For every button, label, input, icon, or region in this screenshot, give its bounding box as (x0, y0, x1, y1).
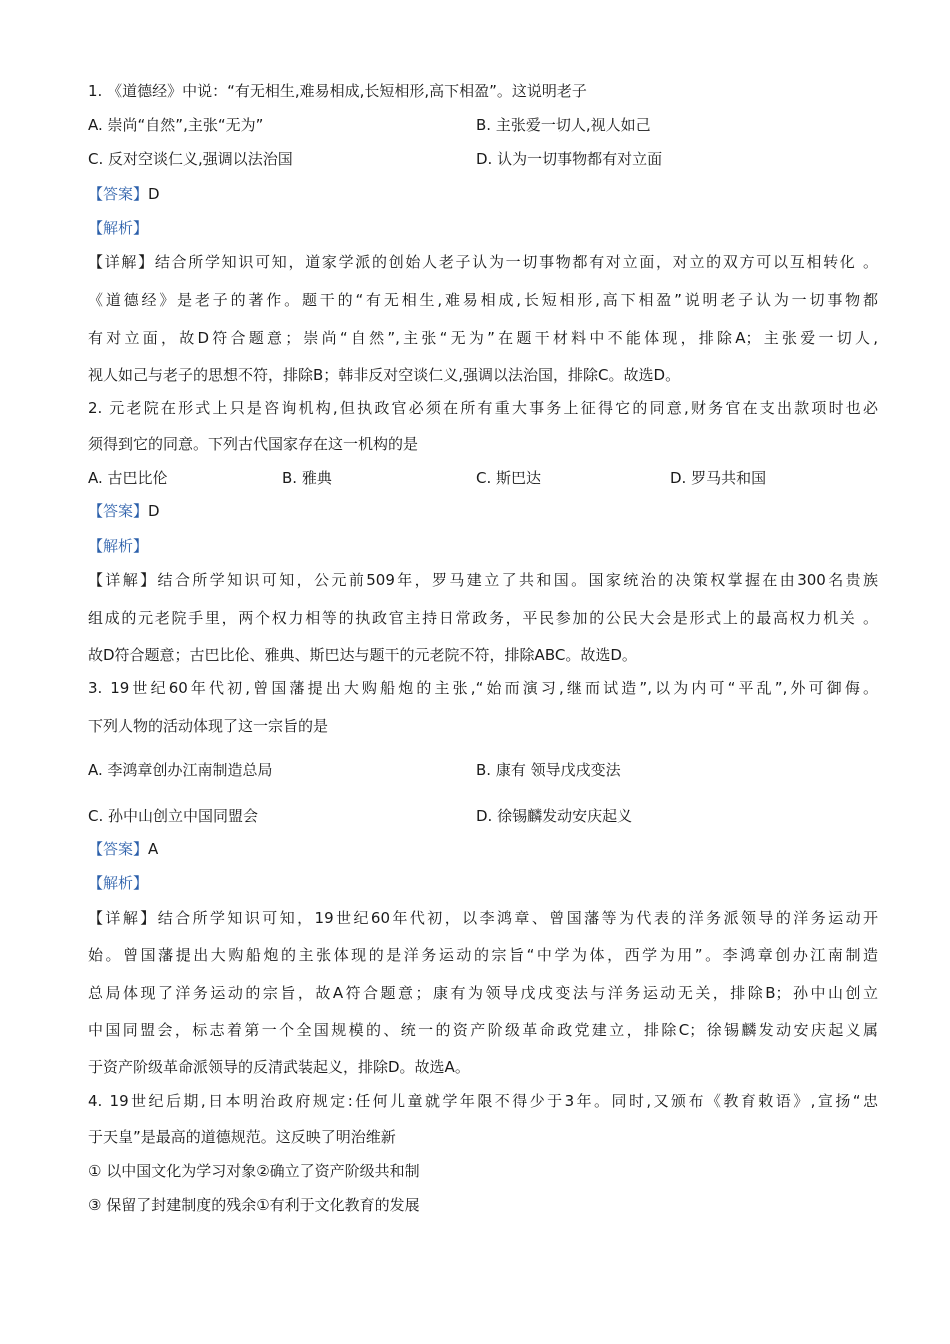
answer-tag: 【答案】 (88, 840, 149, 858)
q1-detail-line: 【详解】结合所学知识可知，道家学派的创始人老子认为一切事物都有对立面，对立的双方可以互相转化 。 (88, 253, 878, 271)
q3-detail-line: 始。曾国藩提出大购船炮的主张体现的是洋务运动的宗旨“中学为体，西学为用”。李鸿章创办江南制造 (88, 946, 878, 964)
q1-detail-line: 有对立面，故D符合题意；崇尚“自然”,主张“无为”在题干材料中不能体现，排除A；主张爱一切人, (88, 329, 878, 347)
q2-option-a: A. 古巴比伦 (88, 469, 168, 487)
q2-option-c: C. 斯巴达 (476, 469, 542, 487)
q1-detail-line: 《道德经》是老子的著作。题干的“有无相生,难易相成,长短相形,高下相盈”说明老子认为一切事物都 (88, 291, 878, 309)
q2-detail-line: 【详解】结合所学知识可知，公元前509年，罗马建立了共和国。国家统治的决策权掌握在由300名贵族 (88, 571, 878, 589)
answer-tag: 【答案】 (88, 185, 149, 203)
q3-detail-line: 中国同盟会，标志着第一个全国规模的、统一的资产阶级革命政党建立，排除C；徐锡麟发动安庆起义属 (88, 1021, 878, 1039)
q3-option-a: A. 李鸿章创办江南制造总局 (88, 761, 273, 779)
q3-analysis-tag: 【解析】 (88, 874, 149, 892)
q1-answer (88, 183, 160, 205)
q2-stem-line: 2. 元老院在形式上只是咨询机构,但执政官必须在所有重大事务上征得它的同意,财务官在支出款项时也必 (88, 399, 878, 417)
q2-detail-line: 组成的元老院手里，两个权力相等的执政官主持日常政务，平民参加的公民大会是形式上的最高权力机关 。 (88, 609, 878, 627)
q1-analysis-tag: 【解析】 (88, 219, 149, 237)
answer-value: D (148, 185, 160, 203)
q3-option-d: D. 徐锡麟发动安庆起义 (476, 807, 633, 825)
q1-stem: 1. 《道德经》中说：“有无相生,难易相成,长短相形,高下相盈”。这说明老子 (88, 82, 587, 100)
q3-stem-line: 3. 19世纪60年代初,曾国藩提出大购船炮的主张,“始而演习,继而试造”,以为内可“平乱”,外可御侮。 (88, 679, 878, 697)
q3-option-c: C. 孙中山创立中国同盟会 (88, 807, 259, 825)
q4-item: ① 以中国文化为学习对象②确立了资产阶级共和制 (88, 1162, 420, 1180)
q2-option-b: B. 雅典 (282, 469, 332, 487)
q3-stem-line: 下列人物的活动体现了这一宗旨的是 (88, 717, 329, 735)
answer-value: A (148, 840, 159, 858)
q1-detail-line: 视人如己与老子的思想不符，排除B；韩非反对空谈仁义,强调以法治国，排除C。故选D。 (88, 366, 681, 384)
q4-stem-line: 于天皇”是最高的道德规范。这反映了明治维新 (88, 1128, 396, 1146)
answer-value: D (148, 502, 160, 520)
q2-detail-line: 故D符合题意；古巴比伦、雅典、斯巴达与题干的元老院不符，排除ABC。故选D。 (88, 646, 637, 664)
q4-item: ③ 保留了封建制度的残余①有利于文化教育的发展 (88, 1196, 420, 1214)
q2-option-d: D. 罗马共和国 (670, 469, 767, 487)
q1-option-c: C. 反对空谈仁义,强调以法治国 (88, 150, 293, 168)
answer-tag: 【答案】 (88, 502, 149, 520)
q3-detail-line: 总局体现了洋务运动的宗旨，故A符合题意；康有为领导戊戌变法与洋务运动无关，排除B；孙中山创立 (88, 984, 878, 1002)
q1-option-d: D. 认为一切事物都有对立面 (476, 150, 663, 168)
q3-option-b: B. 康有 领导戊戌变法 (476, 761, 621, 779)
q1-option-a: A. 崇尚“自然”,主张“无为” (88, 116, 264, 134)
q3-detail-line: 【详解】结合所学知识可知，19世纪60年代初，以李鸿章、曾国藩等为代表的洋务派领导的洋务运动开 (88, 909, 878, 927)
q2-answer (88, 500, 160, 522)
q2-stem-line: 须得到它的同意。下列古代国家存在这一机构的是 (88, 435, 419, 453)
q2-analysis-tag: 【解析】 (88, 537, 149, 555)
q3-answer (88, 838, 158, 860)
q1-option-b: B. 主张爱一切人,视人如己 (476, 116, 651, 134)
q3-detail-line: 于资产阶级革命派领导的反清武装起义，排除D。故选A。 (88, 1058, 470, 1076)
q4-stem-line: 4. 19世纪后期,日本明治政府规定:任何儿童就学年限不得少于3年。同时,又颁布《教育敕语》,宣扬“忠 (88, 1092, 878, 1110)
